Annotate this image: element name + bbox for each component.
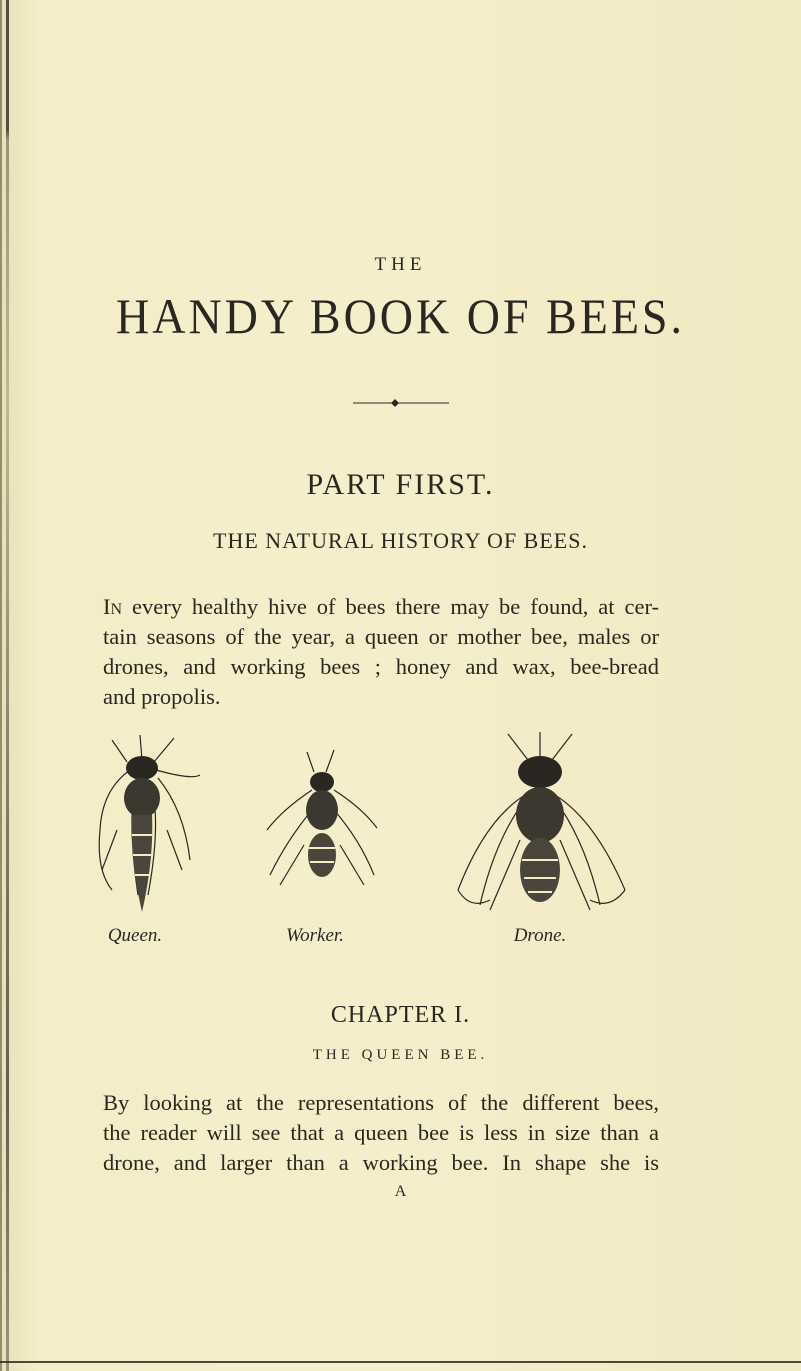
intro-line-1 [103, 592, 659, 622]
worker-caption: Worker. [286, 925, 344, 946]
chapter-line-2: the reader will see that a queen bee is less in size than a [103, 1120, 659, 1145]
book-title: HANDY BOOK OF BEES. [116, 288, 685, 345]
signature-mark: A [394, 1183, 407, 1200]
drone-bee-icon [440, 720, 640, 925]
ornament-divider [0, 395, 801, 415]
page-binding-edge [6, 0, 9, 1371]
chapter-line-3: drone, and larger than a working bee. In shape she is [103, 1150, 659, 1175]
worker-bee-icon [252, 720, 392, 925]
page-edge-shadow [0, 0, 2, 1371]
intro-paragraph [103, 592, 659, 712]
intro-line-4: and propolis. [103, 684, 221, 709]
intro-line-1-text: every healthy hive of bees there may be found, at cer- [132, 594, 659, 619]
intro-line-2: tain seasons of the year, a queen or mother bee, males or [103, 624, 659, 649]
chapter-subtitle: THE QUEEN BEE. [312, 1047, 489, 1063]
chapter-paragraph [103, 1088, 659, 1178]
queen-bee-icon [72, 720, 212, 925]
chapter-line-1: By looking at the representations of the different bees, [103, 1090, 659, 1115]
intro-first-word: In [103, 594, 123, 619]
title-the: THE [374, 254, 427, 275]
queen-caption: Queen. [107, 925, 163, 946]
section-title: THE NATURAL HISTORY OF BEES. [213, 528, 588, 553]
intro-line-3: drones, and working bees ; honey and wax, bee-bread [103, 654, 659, 679]
bottom-rule [0, 1361, 801, 1363]
drone-caption: Drone. [513, 925, 567, 946]
chapter-title: CHAPTER I. [330, 1002, 471, 1028]
part-title: PART FIRST. [306, 468, 495, 501]
